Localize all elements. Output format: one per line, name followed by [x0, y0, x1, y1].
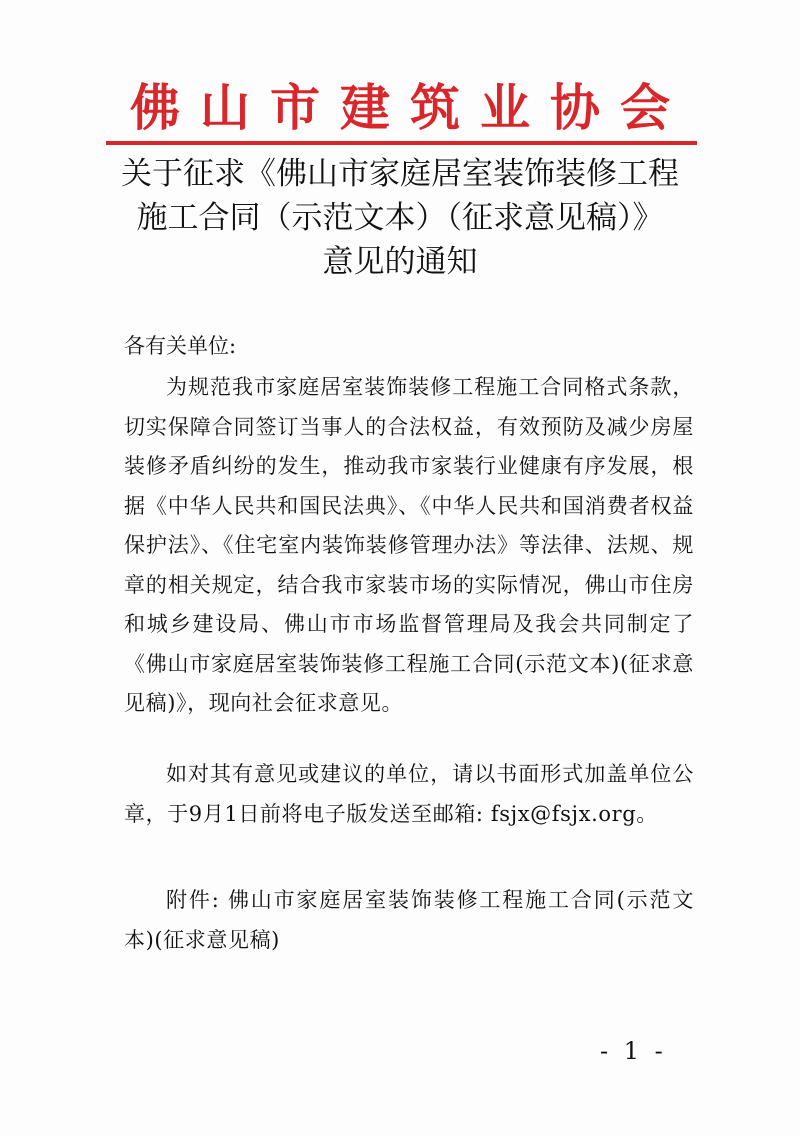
document-title [0, 152, 800, 284]
title-line-2: 施工合同（示范文本）（征求意见稿）》 [136, 200, 664, 236]
salutation: 各有关单位: [124, 334, 237, 358]
organization-header: 佛山市建筑业协会 [130, 78, 690, 137]
title-line-1: 关于征求《佛山市家庭居室装饰装修工程 [121, 156, 679, 192]
body-paragraph-2: 如对其有意见或建议的单位，请以书面形式加盖单位公章，于9月1日前将电子版发送至邮箱: fsjx@fsjx.org。 [124, 762, 694, 826]
header-red-rule [106, 141, 697, 145]
title-line-3: 意见的通知 [322, 244, 478, 280]
attachment-note: 附件: 佛山市家庭居室装饰装修工程施工合同(示范文本)(征求意见稿) [124, 888, 694, 952]
body-paragraph-1: 为规范我市家庭居室装饰装修工程施工合同格式条款，切实保障合同签订当事人的合法权益，有效预防及减少房屋装修矛盾纠纷的发生，推动我市家装行业健康有序发展，根据《中华人民共和国民法典》、《中华人民共和国消费者权益保护法》、《住宅室内装饰装修管理办法》等法律、法规、规章的相关规定，结合我市家装市场的实际情况，佛山市住房和城乡建设局、佛山市市场监督管理局及我会共同制定了《佛山市家庭居室装饰装修工程施工合同(示范文本)(征求意见稿)》，现向社会征求意见。 [124, 375, 694, 715]
page-number: - 1 - [600, 1037, 667, 1065]
